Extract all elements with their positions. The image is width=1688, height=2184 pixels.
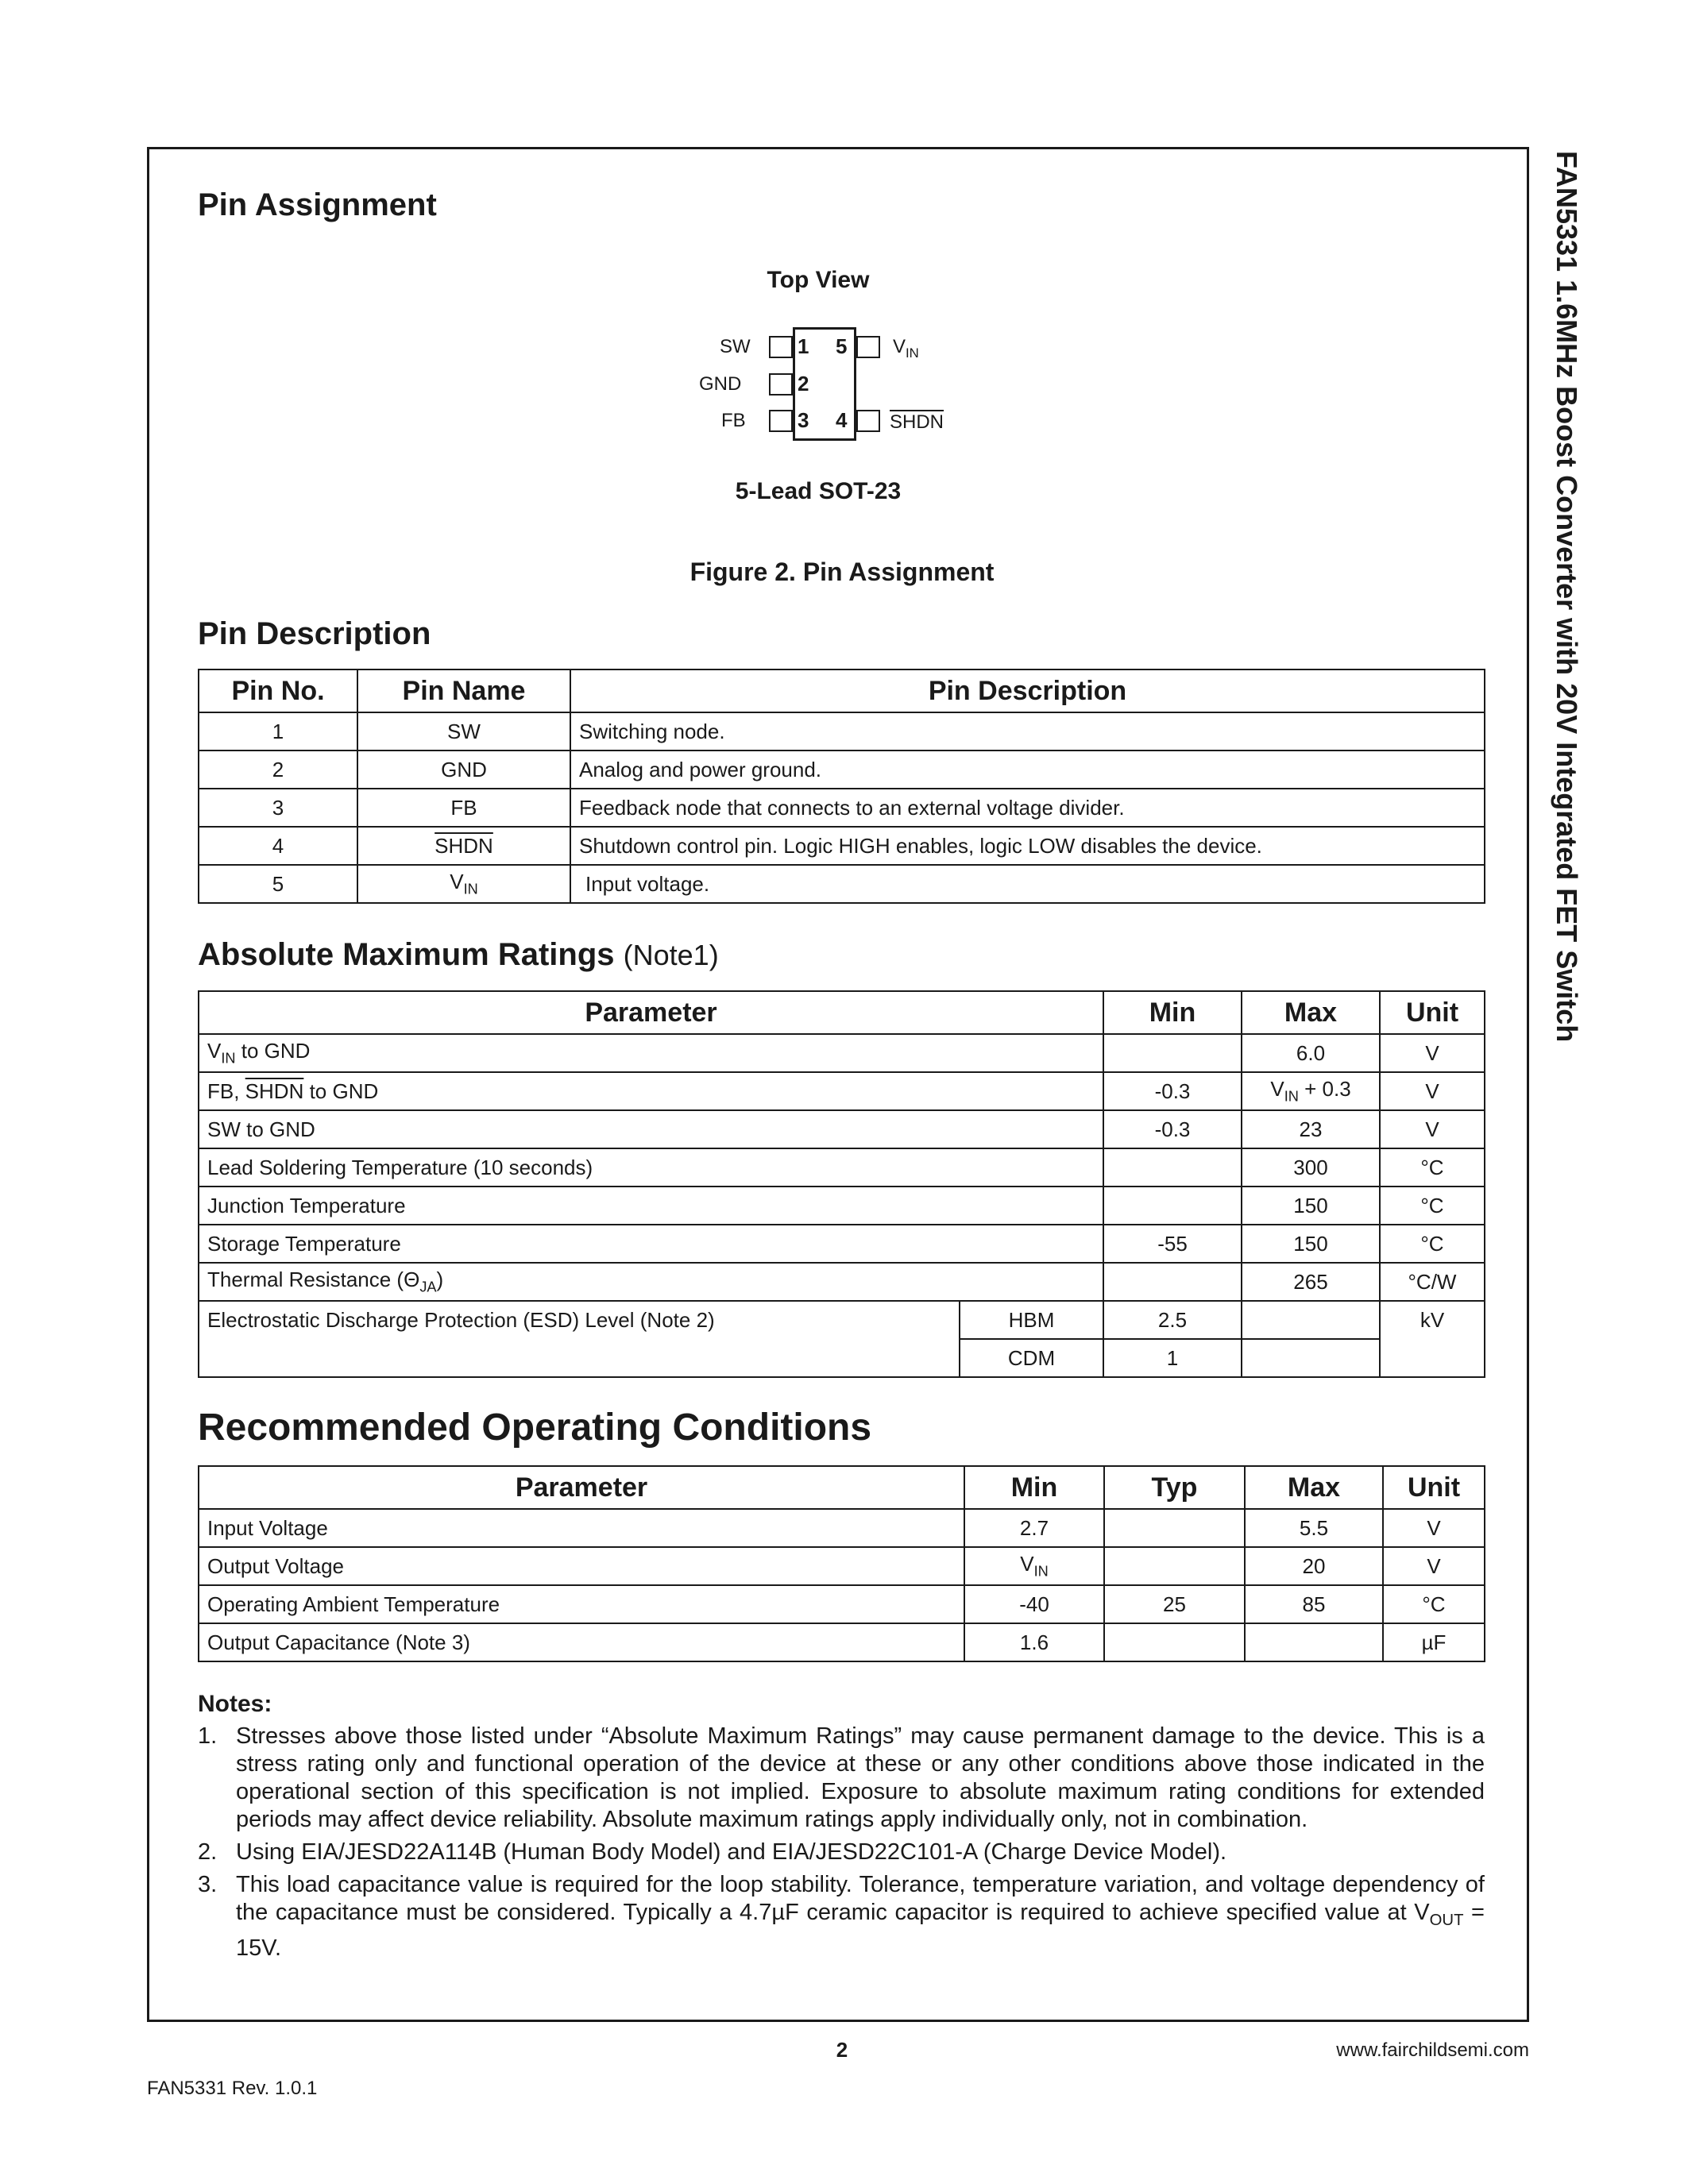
abs-max-title: Absolute Maximum Ratings (Note1) xyxy=(198,937,719,972)
notes-section xyxy=(198,1690,1485,1967)
cell-unit: °C xyxy=(1380,1148,1485,1187)
note-text: Using EIA/JESD22A114B (Human Body Model) and EIA/JESD22C101-A (Charge Device Model). xyxy=(236,1839,1227,1865)
pin-description-title: Pin Description xyxy=(198,616,431,651)
table-row xyxy=(199,712,1485,751)
pin-number-4: 4 xyxy=(836,408,848,432)
table-row xyxy=(199,1148,1485,1187)
table-header-row xyxy=(199,669,1485,712)
cell-unit: kV xyxy=(1380,1301,1485,1377)
pin-label-gnd: GND xyxy=(699,373,742,395)
table-row xyxy=(199,1509,1485,1547)
cell-min: 1.6 xyxy=(964,1623,1104,1661)
top-view-label: Top View xyxy=(767,267,870,293)
note-1 xyxy=(198,1723,1485,1834)
cell-pin-name: $V_{IN}$ xyxy=(357,865,570,903)
table-row xyxy=(199,1585,1485,1623)
cell-pin-desc: Switching node. xyxy=(570,712,1485,751)
pin-number-3: 3 xyxy=(798,408,809,432)
cell-pin-name: SW xyxy=(357,712,570,751)
cell-unit: °C xyxy=(1380,1225,1485,1263)
cell-min xyxy=(1103,1148,1242,1187)
cell-max xyxy=(1242,1339,1380,1377)
cell-parameter: Operating Ambient Temperature xyxy=(199,1585,964,1623)
cell-parameter: $V_{IN}$ to GND xyxy=(199,1034,1103,1072)
cell-min: -55 xyxy=(1103,1225,1242,1263)
header-parameter: Parameter xyxy=(199,991,1103,1034)
footer-revision: FAN5331 Rev. 1.0.1 xyxy=(147,2078,318,2099)
cell-parameter: SW to GND xyxy=(199,1110,1103,1148)
cell-parameter: Output Voltage xyxy=(199,1547,964,1585)
pin-label-sw: SW xyxy=(720,336,751,357)
table-row xyxy=(199,1225,1485,1263)
cell-pin-no: 1 xyxy=(199,712,357,751)
table-row xyxy=(199,1072,1485,1110)
cell-max: 265 xyxy=(1242,1263,1380,1301)
cell-min: -0.3 xyxy=(1103,1110,1242,1148)
header-typ: Typ xyxy=(1104,1466,1245,1509)
cell-min: -40 xyxy=(964,1585,1104,1623)
cell-pin-no: 3 xyxy=(199,789,357,827)
cell-max xyxy=(1245,1623,1383,1661)
note-2 xyxy=(198,1839,1485,1866)
table-header-row xyxy=(199,991,1485,1034)
note-text: Stresses above those listed under “Absolute Maximum Ratings” may cause permanent damage to the device. This is a stress rating only and functional operation of the device at these or any other conditions above those indicated in the operational section of this specification is not implied. Exposure to absolute maximum rating conditions for extended periods may affect device reliability. Absolute maximum ratings apply individually only, not in combination. xyxy=(236,1723,1485,1832)
header-min: Min xyxy=(964,1466,1104,1509)
pin-label-vin: $V_{IN}$ xyxy=(893,336,919,361)
header-pin-name: Pin Name xyxy=(357,669,570,712)
header-pin-no: Pin No. xyxy=(199,669,357,712)
note-number: 2. xyxy=(198,1839,218,1865)
cell-max: 150 xyxy=(1242,1187,1380,1225)
package-label: 5-Lead SOT-23 xyxy=(735,478,902,504)
cell-min: 1 xyxy=(1103,1339,1242,1377)
cell-pin-name: GND xyxy=(357,751,570,789)
cell-min: -0.3 xyxy=(1103,1072,1242,1110)
cell-unit: µF xyxy=(1383,1623,1485,1661)
cell-typ xyxy=(1104,1623,1245,1661)
cell-parameter: Junction Temperature xyxy=(199,1187,1103,1225)
footer-url-link[interactable]: www.fairchildsemi.com xyxy=(1336,2039,1529,2061)
cell-min: 2.5 xyxy=(1103,1301,1242,1339)
header-pin-description: Pin Description xyxy=(570,669,1485,712)
table-row xyxy=(199,1301,1485,1339)
roc-table xyxy=(198,1465,1485,1662)
table-row xyxy=(199,827,1485,865)
notes-title: Notes: xyxy=(198,1691,272,1717)
cell-min: 2.7 xyxy=(964,1509,1104,1547)
pin-assignment-title: Pin Assignment xyxy=(198,187,437,222)
cell-parameter: FB, SHDN to GND xyxy=(199,1072,1103,1110)
roc-title: Recommended Operating Conditions xyxy=(198,1406,872,1449)
cell-max: 20 xyxy=(1245,1547,1383,1585)
header-unit: Unit xyxy=(1380,991,1485,1034)
table-row xyxy=(199,865,1485,903)
table-row xyxy=(199,1547,1485,1585)
cell-max xyxy=(1242,1301,1380,1339)
pin-pad-4 xyxy=(856,410,880,432)
cell-parameter: Lead Soldering Temperature (10 seconds) xyxy=(199,1148,1103,1187)
cell-max: 150 xyxy=(1242,1225,1380,1263)
table-row xyxy=(199,1263,1485,1301)
cell-min xyxy=(1103,1034,1242,1072)
cell-parameter: Output Capacitance (Note 3) xyxy=(199,1623,964,1661)
cell-pin-desc: Feedback node that connects to an external voltage divider. xyxy=(570,789,1485,827)
cell-min xyxy=(1103,1263,1242,1301)
cell-unit: °C xyxy=(1380,1187,1485,1225)
pin-label-shdn: SHDN xyxy=(890,411,944,433)
pin-number-2: 2 xyxy=(798,372,809,396)
cell-max: 300 xyxy=(1242,1148,1380,1187)
cell-unit: V xyxy=(1380,1034,1485,1072)
pin-number-1: 1 xyxy=(798,334,809,358)
cell-max: 6.0 xyxy=(1242,1034,1380,1072)
table-row xyxy=(199,1110,1485,1148)
note-text: This load capacitance value is required for the loop stability. Tolerance, temperature variation, and voltage dependency of the capacitance must be considered. Typically a 4.7µF ceramic capacitor is required to achieve specified value at $V_{OUT} = 15V$. xyxy=(236,1872,1485,1962)
cell-pin-no: 2 xyxy=(199,751,357,789)
abs-max-table xyxy=(198,990,1485,1378)
note-number: 3. xyxy=(198,1872,218,1897)
header-min: Min xyxy=(1103,991,1242,1034)
cell-unit: °C xyxy=(1383,1585,1485,1623)
cell-unit: V xyxy=(1380,1110,1485,1148)
cell-min xyxy=(1103,1187,1242,1225)
cell-max: 5.5 xyxy=(1245,1509,1383,1547)
page-number: 2 xyxy=(836,2038,848,2062)
cell-pin-desc: Shutdown control pin. Logic HIGH enables, logic LOW disables the device. xyxy=(570,827,1485,865)
pin-description-table xyxy=(198,669,1485,904)
note-3 xyxy=(198,1871,1485,1962)
pin-number-5: 5 xyxy=(836,334,848,358)
table-row xyxy=(199,1034,1485,1072)
figure-caption: Figure 2. Pin Assignment xyxy=(689,558,995,586)
cell-parameter: Thermal Resistance $(\Theta_{JA})$ xyxy=(199,1263,1103,1301)
cell-max: $V_{IN} + 0.3$ xyxy=(1242,1072,1380,1110)
cell-pin-name: SHDN xyxy=(357,827,570,865)
table-row xyxy=(199,1623,1485,1661)
header-max: Max xyxy=(1245,1466,1383,1509)
cell-unit: V xyxy=(1383,1547,1485,1585)
cell-esd-model: CDM xyxy=(960,1339,1103,1377)
cell-min: $V_{IN}$ xyxy=(964,1547,1104,1585)
cell-unit: V xyxy=(1383,1509,1485,1547)
cell-unit: V xyxy=(1380,1072,1485,1110)
header-unit: Unit xyxy=(1383,1466,1485,1509)
note-number: 1. xyxy=(198,1723,218,1749)
pin-label-fb: FB xyxy=(721,410,746,431)
cell-pin-desc: Input voltage. xyxy=(570,865,1485,903)
cell-esd-model: HBM xyxy=(960,1301,1103,1339)
side-title: FAN5331 1.6MHz Boost Converter with 20V Integrated FET Switch xyxy=(1551,151,1583,1043)
cell-typ xyxy=(1104,1509,1245,1547)
pin-pad-1 xyxy=(769,336,793,358)
pin-pad-5 xyxy=(856,336,880,358)
cell-pin-no: 5 xyxy=(199,865,357,903)
pin-pad-2 xyxy=(769,373,793,396)
cell-max: 23 xyxy=(1242,1110,1380,1148)
cell-parameter: Storage Temperature xyxy=(199,1225,1103,1263)
pin-pad-3 xyxy=(769,410,793,432)
header-parameter: Parameter xyxy=(199,1466,964,1509)
cell-typ: 25 xyxy=(1104,1585,1245,1623)
cell-pin-no: 4 xyxy=(199,827,357,865)
cell-max: 85 xyxy=(1245,1585,1383,1623)
header-max: Max xyxy=(1242,991,1380,1034)
cell-typ xyxy=(1104,1547,1245,1585)
cell-pin-name: FB xyxy=(357,789,570,827)
cell-parameter: Input Voltage xyxy=(199,1509,964,1547)
cell-unit: °C/W xyxy=(1380,1263,1485,1301)
cell-pin-desc: Analog and power ground. xyxy=(570,751,1485,789)
table-header-row xyxy=(199,1466,1485,1509)
table-row xyxy=(199,751,1485,789)
table-row xyxy=(199,789,1485,827)
table-row xyxy=(199,1187,1485,1225)
cell-parameter: Electrostatic Discharge Protection (ESD) Level (Note 2) xyxy=(199,1301,960,1377)
